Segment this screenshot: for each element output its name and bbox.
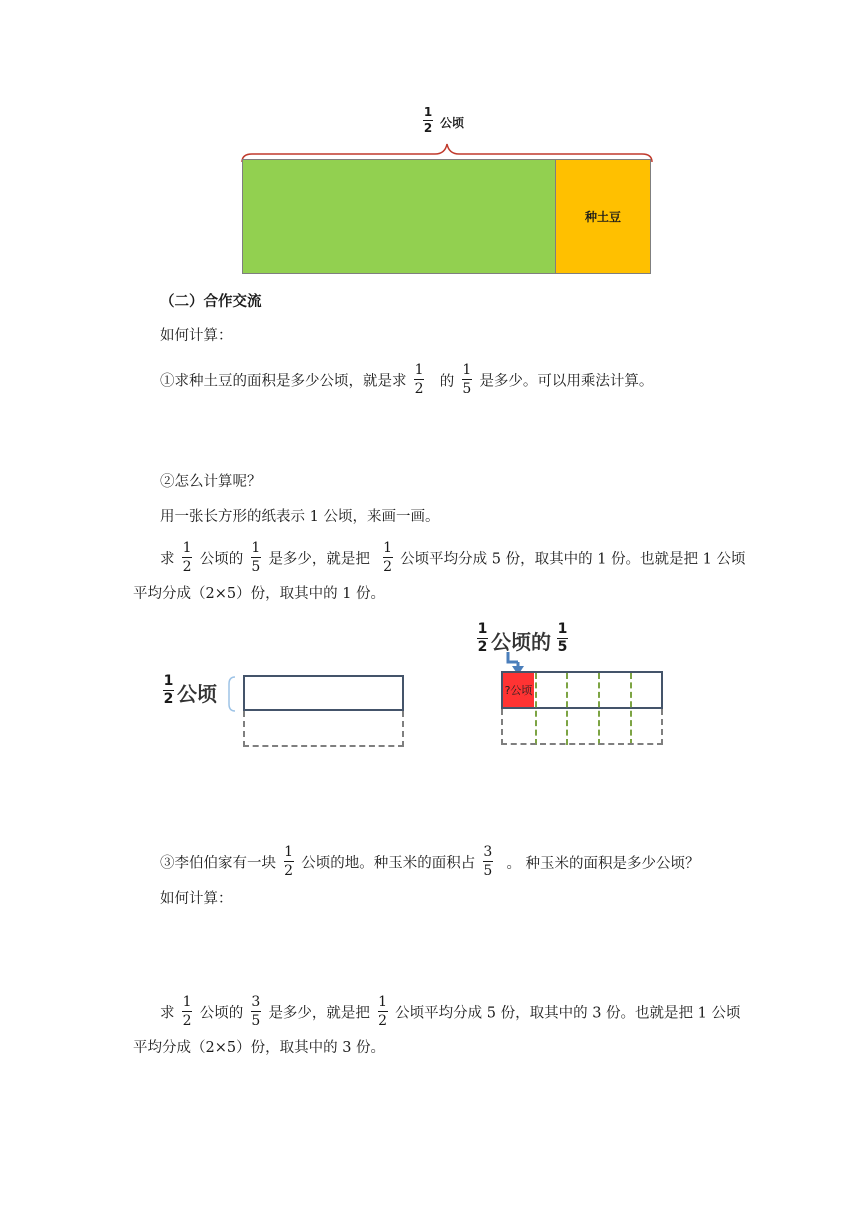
how-calc-1: 如何计算： xyxy=(160,328,233,344)
potato-area xyxy=(555,159,651,274)
frac-unit: 公顷 xyxy=(440,116,465,130)
question-1 xyxy=(160,364,653,399)
q1-post: 是多少。可以用乘法计算。 xyxy=(479,373,654,390)
q3e-frac-3: $\frac{1}{2}$ xyxy=(378,994,387,1029)
potato-label: 种土豆 xyxy=(584,210,621,224)
left-bracket-icon xyxy=(227,676,237,712)
question-3-explain: 求 $\frac{1}{2}$ 公顷的 $\frac{3}{5}$ 是多少，就是把 $\frac{1}{2}$ 公顷平均分成 5 份，取其中的 3 份。也就是把 1 公顷 xyxy=(160,994,741,1029)
frac-den: 2 xyxy=(423,121,433,135)
q1-frac-1: $\frac{1}{2}$ xyxy=(414,362,424,397)
right-mid: 公顷的 xyxy=(491,630,551,654)
q2-frac-3: $\frac{1}{2}$ xyxy=(383,540,392,575)
q3e-frac-2: $\frac{3}{5}$ xyxy=(251,994,261,1029)
how-calc-2: 如何计算： xyxy=(160,891,233,907)
q2-frac-1: $\frac{1}{2}$ xyxy=(182,540,192,575)
fifth-diagram xyxy=(472,620,672,750)
green-area xyxy=(242,159,556,274)
question-2-explain: 求 $\frac{1}{2}$ 公顷的 $\frac{1}{5}$ 是多少，就是把 $\frac{1}{2}$ 公顷平均分成 5 份，取其中的 1 份。也就是把 1 公顷 xyxy=(160,540,746,575)
left-unit: 公顷 xyxy=(177,682,217,706)
question-2-title: ②怎么计算呢？ xyxy=(160,474,262,490)
q3-frac-2: $\frac{3}{5}$ xyxy=(483,844,493,879)
q2-frac-2: $\frac{1}{5}$ xyxy=(251,540,261,575)
left-label: $\frac{1}{2}$ 公顷 xyxy=(163,673,217,707)
half-rect xyxy=(243,675,404,711)
q3e-frac-1: $\frac{1}{2}$ xyxy=(182,994,192,1029)
cell-label: ?公顷 xyxy=(504,684,533,697)
half-rect-dashed xyxy=(243,711,404,747)
q3-frac-1: $\frac{1}{2}$ xyxy=(284,844,294,879)
question-2-line: 用一张长方形的纸表示 1 公顷，来画一画。 xyxy=(160,509,440,525)
frac-num: 1 xyxy=(423,105,433,119)
red-cell xyxy=(503,673,534,707)
q1-frac-2: $\frac{1}{5}$ xyxy=(462,362,472,397)
potato-diagram xyxy=(240,105,660,278)
question-3-explain-line2: 平均分成（2×5）份，取其中的 3 份。 xyxy=(133,1040,386,1056)
question-2-explain-line2: 平均分成（2×5）份，取其中的 1 份。 xyxy=(133,586,386,602)
half-hectare-diagram xyxy=(160,668,410,753)
q1-pre: ①求种土豆的面积是多少公顷，就是求 xyxy=(160,373,407,390)
fifth-rect-dashed xyxy=(501,709,663,745)
half-hectare-label xyxy=(420,105,465,137)
right-label: $\frac{1}{2}$ 公顷的 $\frac{1}{5}$ xyxy=(477,621,568,655)
section-heading: （二）合作交流 xyxy=(160,294,262,310)
q1-mid: 的 xyxy=(439,373,455,390)
question-3: ③李伯伯家有一块 $\frac{1}{2}$ 公顷的地。种玉米的面积占 $\frac{3}{5}$ 。 种玉米的面积是多少公顷？ xyxy=(160,844,700,879)
